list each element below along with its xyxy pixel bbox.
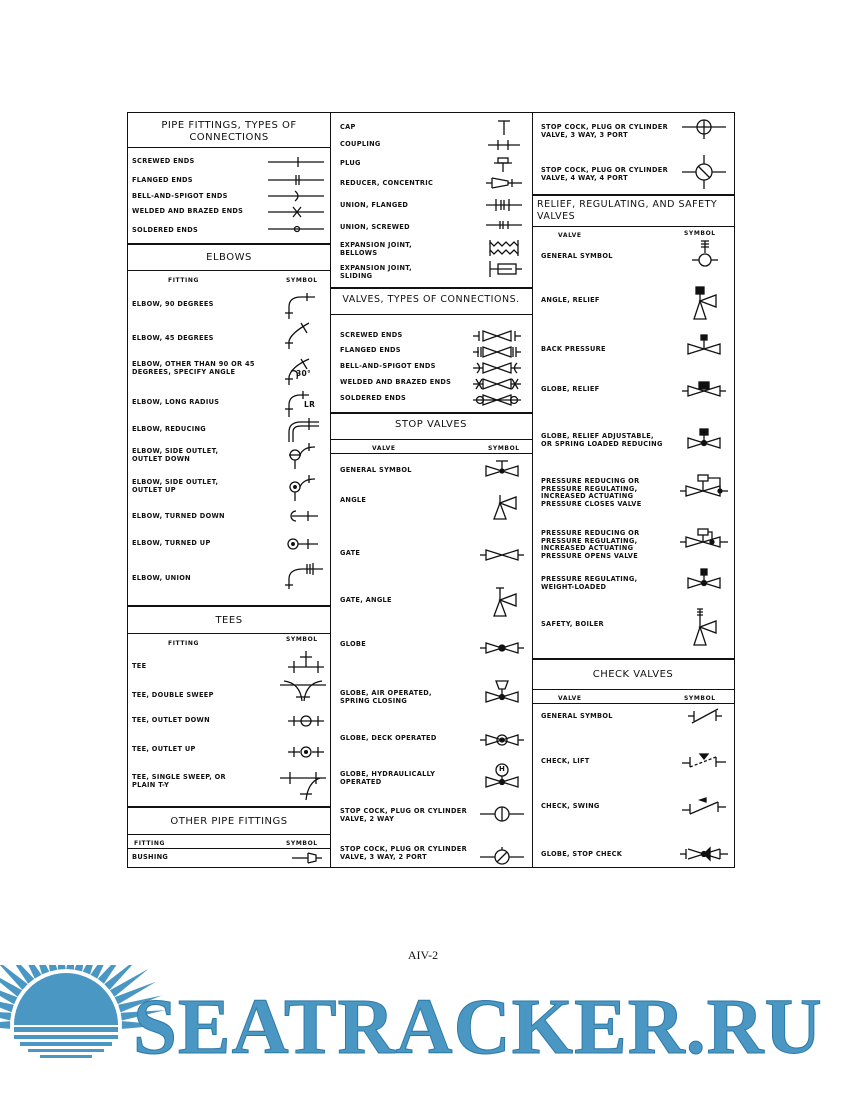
safety-boiler-symbol <box>688 609 720 647</box>
item-label: CHECK, LIFT <box>541 757 590 765</box>
valve-flanged-symbol <box>473 346 521 358</box>
item-label: SCREWED ENDS <box>340 331 403 339</box>
stop-cock-3-way-2-port-symbol <box>480 847 524 865</box>
divider <box>532 194 734 196</box>
divider <box>532 658 734 660</box>
column-header-valve: VALVE <box>558 695 582 702</box>
coupling-symbol <box>488 139 520 151</box>
item-label: WELDED AND BRAZED ENDS <box>132 207 244 215</box>
item-label: ELBOW, LONG RADIUS <box>132 398 220 406</box>
item-label: STOP COCK, PLUG OR CYLINDER VALVE, 3 WAY, 2 PORT <box>340 845 467 861</box>
section-title-tees: TEES <box>215 615 243 626</box>
item-label: REDUCER, CONCENTRIC <box>340 179 434 187</box>
column-header-valve: VALVE <box>558 232 582 239</box>
stop-cock-2-way-symbol <box>480 806 524 822</box>
item-label: WELDED AND BRAZED ENDS <box>340 378 452 386</box>
column-header-symbol: SYMBOL <box>286 840 318 847</box>
item-label: BUSHING <box>132 853 169 861</box>
screwed-ends-symbol <box>268 157 324 167</box>
valve-soldered-symbol <box>473 394 521 406</box>
item-label: UNION, FLANGED <box>340 201 409 209</box>
column-pipe-fittings <box>128 113 331 867</box>
globe-air-operated-symbol <box>480 679 524 705</box>
item-label: TEE, DOUBLE SWEEP <box>132 691 214 699</box>
bell-spigot-ends-symbol <box>268 191 324 201</box>
tee-outlet-up-symbol <box>288 745 324 759</box>
item-label: GLOBE, RELIEF ADJUSTABLE, OR SPRING LOADED REDUCING <box>541 432 663 448</box>
item-label: ELBOW, TURNED DOWN <box>132 512 225 520</box>
item-label: GENERAL SYMBOL <box>340 466 412 474</box>
item-label: PLUG <box>340 159 361 167</box>
divider <box>128 633 330 634</box>
item-label: BELL-AND-SPIGOT ENDS <box>340 362 436 370</box>
column-header-valve: VALVE <box>372 445 396 452</box>
item-label: FLANGED ENDS <box>340 346 401 354</box>
relief-general-symbol <box>692 241 718 267</box>
item-label: ELBOW, SIDE OUTLET, OUTLET UP <box>132 478 219 494</box>
globe-stop-check-symbol <box>680 844 728 864</box>
column-relief-check-valves <box>532 113 734 867</box>
item-label: ELBOW, 90 DEGREES <box>132 300 214 308</box>
item-label: GENERAL SYMBOL <box>541 712 613 720</box>
bellows-joint-symbol <box>486 240 522 256</box>
item-label: CHECK, SWING <box>541 802 600 810</box>
item-label: UNION, SCREWED <box>340 223 410 231</box>
divider <box>330 439 532 440</box>
check-lift-symbol <box>682 751 726 769</box>
plug-symbol <box>492 156 514 172</box>
column-header-symbol: SYMBOL <box>488 445 520 452</box>
column-header-fitting: FITTING <box>168 640 200 647</box>
divider <box>128 848 330 849</box>
item-label: GATE <box>340 549 361 557</box>
item-label: GLOBE, HYDRAULICALLY OPERATED <box>340 770 436 786</box>
reducer-concentric-symbol <box>486 177 522 189</box>
sliding-joint-symbol <box>486 261 522 277</box>
item-label: PRESSURE REGULATING, WEIGHT-LOADED <box>541 575 638 591</box>
item-label: GATE, ANGLE <box>340 596 392 604</box>
globe-relief-adjustable-symbol <box>682 429 726 451</box>
globe-relief-symbol <box>682 381 726 397</box>
back-pressure-symbol <box>682 335 726 357</box>
elbow-outlet-down-symbol <box>285 443 319 469</box>
item-label: GLOBE, STOP CHECK <box>541 850 623 858</box>
divider <box>532 689 734 690</box>
item-label: SOLDERED ENDS <box>340 394 407 402</box>
item-label: EXPANSION JOINT, BELLOWS <box>340 241 412 257</box>
column-header-symbol: SYMBOL <box>684 230 716 237</box>
item-label: SAFETY, BOILER <box>541 620 604 628</box>
elbow-45-symbol <box>285 321 315 349</box>
item-label: SOLDERED ENDS <box>132 226 199 234</box>
welded-ends-symbol <box>268 207 324 217</box>
valve-welded-symbol <box>473 378 521 390</box>
item-label: ELBOW, UNION <box>132 574 191 582</box>
pressure-regulating-weight-symbol <box>682 569 726 591</box>
pressure-reducing-closes-symbol <box>680 473 728 501</box>
union-flanged-symbol <box>486 199 522 211</box>
item-label: STOP COCK, PLUG OR CYLINDER VALVE, 2 WAY <box>340 807 467 823</box>
check-swing-symbol <box>682 796 726 816</box>
item-label: ELBOW, REDUCING <box>132 425 207 433</box>
item-label: ANGLE <box>340 496 367 504</box>
globe-deck-operated-symbol <box>480 733 524 747</box>
section-title-pipe-fittings: PIPE FITTINGS, TYPES OF CONNECTIONS <box>161 120 297 143</box>
item-label: BELL-AND-SPIGOT ENDS <box>132 192 228 200</box>
item-label: ELBOW, TURNED UP <box>132 539 211 547</box>
item-label: COUPLING <box>340 140 381 148</box>
tee-double-sweep-symbol <box>280 679 326 701</box>
item-label: CAP <box>340 123 356 131</box>
column-header-fitting: FITTING <box>134 840 166 847</box>
angle-label: 30° <box>296 369 312 378</box>
divider <box>128 270 330 271</box>
check-general-symbol <box>688 707 722 725</box>
item-label: TEE, OUTLET UP <box>132 745 196 753</box>
elbow-turned-down-symbol <box>286 509 318 523</box>
divider <box>128 605 330 607</box>
tee-outlet-down-symbol <box>288 714 324 728</box>
item-label: ELBOW, SIDE OUTLET, OUTLET DOWN <box>132 447 219 463</box>
item-label: TEE, OUTLET DOWN <box>132 716 210 724</box>
column-valves <box>330 113 533 867</box>
item-label: EXPANSION JOINT, SLIDING <box>340 264 412 280</box>
item-label: FLANGED ENDS <box>132 176 193 184</box>
divider <box>330 287 532 289</box>
item-label: PRESSURE REDUCING OR PRESSURE REGULATING, INCREASED ACTUATING PRESSURE CLOSES VALVE <box>541 477 642 508</box>
elbow-90-symbol <box>285 293 315 319</box>
item-label: GENERAL SYMBOL <box>541 252 613 260</box>
item-label: ELBOW, OTHER THAN 90 OR 45 DEGREES, SPECIFY ANGLE <box>132 360 255 376</box>
item-label: BACK PRESSURE <box>541 345 606 353</box>
section-title-stop-valves: STOP VALVES <box>394 419 468 430</box>
soldered-ends-symbol <box>268 224 324 234</box>
bushing-symbol <box>292 852 322 864</box>
divider <box>330 314 532 315</box>
column-header-symbol: SYMBOL <box>286 277 318 284</box>
page-number: AIV-2 <box>407 948 439 962</box>
stop-cock-3-way-3-port-symbol <box>682 117 726 139</box>
divider <box>532 226 734 227</box>
item-label: GLOBE <box>340 640 367 648</box>
item-label: SCREWED ENDS <box>132 157 195 165</box>
column-header-fitting: FITTING <box>168 277 200 284</box>
item-label: TEE <box>132 662 147 670</box>
symbol-chart <box>127 112 735 868</box>
gate-valve-symbol <box>480 549 524 561</box>
cap-symbol <box>496 119 512 135</box>
divider <box>532 703 734 704</box>
elbow-reducing-symbol <box>285 418 319 442</box>
elbow-turned-up-symbol <box>286 537 318 551</box>
gate-angle-valve-symbol <box>490 586 520 618</box>
pressure-reducing-opens-symbol <box>680 528 728 552</box>
section-title-check-valves: CHECK VALVES <box>592 669 674 680</box>
elbow-union-symbol <box>285 563 323 589</box>
union-screwed-symbol <box>486 219 522 231</box>
valve-screwed-symbol <box>473 330 521 342</box>
item-label: GLOBE, AIR OPERATED, SPRING CLOSING <box>340 689 432 705</box>
column-header-symbol: SYMBOL <box>684 695 716 702</box>
angle-relief-symbol <box>688 285 720 321</box>
divider <box>128 147 330 148</box>
divider <box>128 806 330 808</box>
section-title-valve-connections: VALVES, TYPES OF CONNECTIONS. <box>342 294 520 305</box>
flanged-ends-symbol <box>268 175 324 185</box>
divider <box>128 243 330 245</box>
elbow-outlet-up-symbol <box>285 475 319 501</box>
tee-symbol <box>288 649 324 673</box>
stop-cock-4-way-symbol <box>682 155 726 189</box>
divider <box>330 453 532 454</box>
item-label: ANGLE, RELIEF <box>541 296 600 304</box>
angle-valve-symbol <box>490 491 520 521</box>
divider <box>330 412 532 414</box>
valve-bell-spigot-symbol <box>473 362 521 374</box>
hydraulic-mark: H <box>499 765 506 773</box>
section-title-relief: RELIEF, REGULATING, AND SAFETY VALVES <box>537 199 718 222</box>
item-label: PRESSURE REDUCING OR PRESSURE REGULATING, INCREASED ACTUATING PRESSURE OPENS VALVE <box>541 529 640 560</box>
globe-valve-symbol <box>480 642 524 654</box>
item-label: STOP COCK, PLUG OR CYLINDER VALVE, 4 WAY, 4 PORT <box>541 166 668 182</box>
item-label: ELBOW, 45 DEGREES <box>132 334 214 342</box>
watermark-text: SEATRACKER.RU <box>133 984 823 1071</box>
section-title-other-fittings: OTHER PIPE FITTINGS <box>170 816 288 827</box>
item-label: TEE, SINGLE SWEEP, OR PLAIN T-Y <box>132 773 226 789</box>
divider <box>128 834 330 835</box>
item-label: GLOBE, DECK OPERATED <box>340 734 437 742</box>
long-radius-label: LR <box>304 400 316 409</box>
tee-single-sweep-symbol <box>280 770 326 800</box>
section-title-elbows: ELBOWS <box>206 252 252 263</box>
column-header-symbol: SYMBOL <box>286 636 318 643</box>
item-label: GLOBE, RELIEF <box>541 385 600 393</box>
stop-valve-general-symbol <box>480 457 524 479</box>
item-label: STOP COCK, PLUG OR CYLINDER VALVE, 3 WAY, 3 PORT <box>541 123 668 139</box>
